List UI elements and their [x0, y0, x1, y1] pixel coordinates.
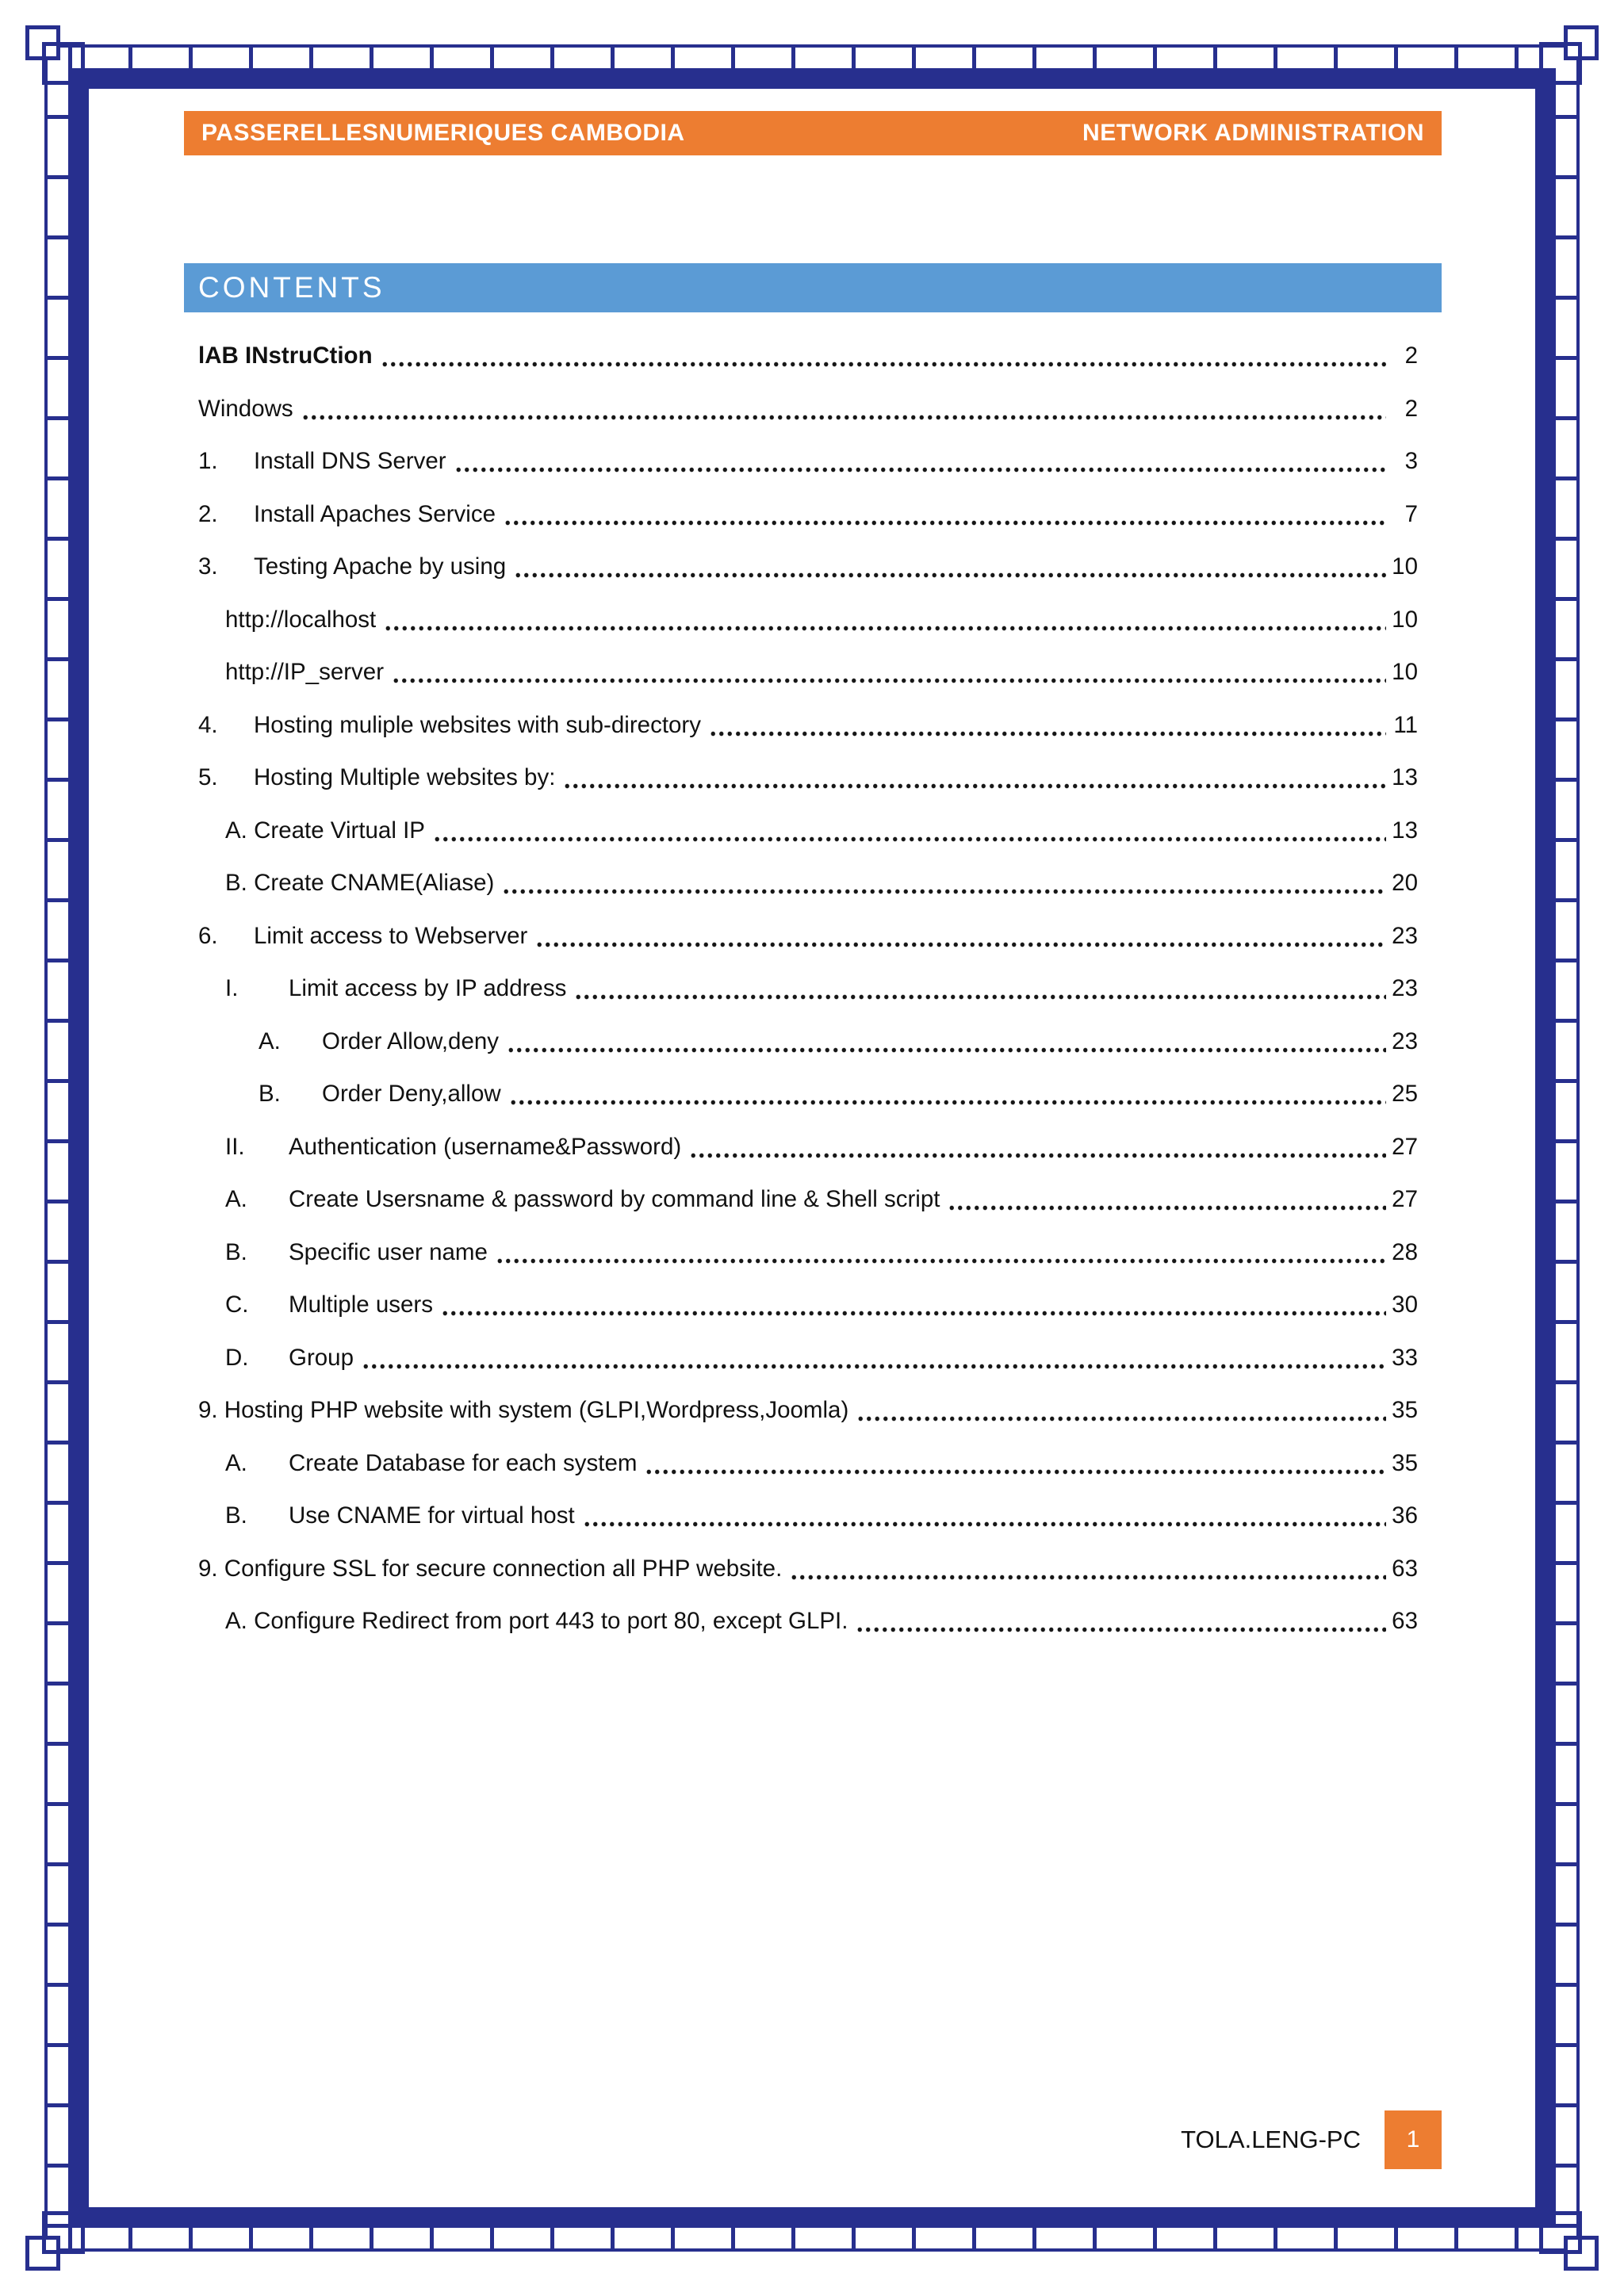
- toc-entry-page: 63: [1392, 1555, 1418, 1582]
- toc-entry-title: Install DNS Server: [254, 448, 446, 475]
- toc-entry-page: 2: [1404, 395, 1418, 422]
- toc-entry-number: II.: [225, 1133, 245, 1160]
- footer-page-number: 1: [1406, 2126, 1420, 2152]
- toc-entry-page: 13: [1392, 764, 1418, 791]
- toc-entry: [225, 1121, 1418, 1174]
- toc-entry-title: Windows: [198, 395, 293, 422]
- toc-entry-number: I.: [225, 975, 239, 1002]
- toc-entry-number: C.: [225, 1292, 249, 1318]
- toc-entry-page: 13: [1392, 817, 1418, 844]
- toc-entry: [225, 857, 1418, 910]
- toc-entry: [225, 1173, 1418, 1226]
- toc-entry-page: 3: [1404, 448, 1418, 475]
- toc-entry-page: 63: [1392, 1608, 1418, 1635]
- toc-entry-title: Limit access to Webserver: [254, 922, 528, 949]
- toc-entry: [198, 330, 1418, 383]
- toc-entry-page: 11: [1393, 711, 1418, 738]
- toc-entry-title: A. Create Virtual IP: [225, 817, 425, 844]
- toc-entry: [198, 752, 1418, 805]
- toc-entry-title: Group: [289, 1344, 354, 1371]
- toc-entry-page: 23: [1392, 922, 1418, 949]
- toc-entry-number: 2.: [198, 500, 218, 527]
- toc-entry-number: A.: [225, 1449, 247, 1476]
- toc-entry-title: Order Allow,deny: [322, 1027, 500, 1054]
- dot-leader: [507, 1016, 1386, 1069]
- toc-entry-title: Specific user name: [289, 1238, 488, 1265]
- toc-entry: [259, 1016, 1418, 1069]
- toc-entry-number: A.: [225, 1186, 247, 1213]
- dot-leader: [948, 1173, 1386, 1226]
- dot-leader: [381, 330, 1386, 383]
- page-border-ticks-left: [48, 68, 68, 2228]
- toc-entry-number: D.: [225, 1344, 249, 1371]
- toc-entry: [259, 1068, 1418, 1121]
- footer-computer-name: TOLA.LENG-PC: [1181, 2126, 1361, 2153]
- toc-entry: [225, 1437, 1418, 1490]
- border-corner-bottom-left: [25, 2236, 60, 2271]
- toc-entry-title: Use CNAME for virtual host: [289, 1502, 575, 1529]
- toc-entry-number: 3.: [198, 553, 218, 580]
- toc-entry-title: Hosting Multiple websites by:: [254, 764, 556, 791]
- dot-leader: [392, 646, 1386, 699]
- dot-leader: [433, 805, 1386, 858]
- toc-entry-number: B.: [225, 1502, 247, 1529]
- page-border-ticks-right: [1556, 68, 1576, 2228]
- dot-leader: [514, 541, 1386, 594]
- toc-entry-page: 27: [1392, 1133, 1418, 1160]
- toc-entry: [225, 1490, 1418, 1543]
- toc-entry: [198, 383, 1418, 436]
- dot-leader: [502, 857, 1386, 910]
- page-content: [184, 0, 1442, 2296]
- toc-entry-page: 30: [1392, 1292, 1418, 1318]
- toc-entry-page: 23: [1392, 1027, 1418, 1054]
- toc-entry-number: 1.: [198, 448, 218, 475]
- footer-page-number-box: [1385, 2110, 1442, 2169]
- toc-entry-page: 7: [1404, 500, 1418, 527]
- dot-leader: [645, 1437, 1386, 1490]
- toc-entry: [198, 910, 1418, 963]
- toc-entry: [225, 594, 1418, 647]
- toc-entry-page: 35: [1392, 1449, 1418, 1476]
- toc-entry-number: B.: [259, 1081, 281, 1108]
- page-header: [184, 111, 1442, 155]
- toc-entry-title: A. Configure Redirect from port 443 to port 80, except GLPI.: [225, 1608, 848, 1635]
- toc-entry-number: B.: [225, 1238, 247, 1265]
- dot-leader: [790, 1543, 1386, 1596]
- dot-leader: [563, 752, 1386, 805]
- toc-entry-page: 27: [1392, 1186, 1418, 1213]
- toc-entry-title: Multiple users: [289, 1292, 433, 1318]
- toc-entry-page: 35: [1392, 1397, 1418, 1424]
- dot-leader: [509, 1068, 1386, 1121]
- toc-entry-page: 25: [1392, 1081, 1418, 1108]
- border-corner-bottom-right: [1564, 2236, 1599, 2271]
- dot-leader: [384, 594, 1386, 647]
- header-course-title: NETWORK ADMINISTRATION: [1082, 120, 1424, 146]
- dot-leader: [504, 488, 1386, 541]
- contents-heading-label: CONTENTS: [198, 271, 385, 304]
- toc-entry: [225, 962, 1418, 1016]
- toc-entry: [198, 1543, 1418, 1596]
- toc-entry: [225, 1279, 1418, 1332]
- toc-entry: [198, 488, 1418, 541]
- toc-entry-title: Create Usersname & password by command line & Shell script: [289, 1186, 940, 1213]
- dot-leader: [583, 1490, 1386, 1543]
- toc-entry-title: Install Apaches Service: [254, 500, 496, 527]
- toc-entry-title: Hosting muliple websites with sub-directory: [254, 711, 702, 738]
- toc-entry-title: 9. Hosting PHP website with system (GLPI,Wordpress,Joomla): [198, 1397, 849, 1424]
- toc-entry-page: 2: [1404, 342, 1418, 369]
- dot-leader: [689, 1121, 1386, 1174]
- toc-entry-page: 23: [1392, 975, 1418, 1002]
- toc-entry: [198, 1384, 1418, 1437]
- toc-entry-title: B. Create CNAME(Aliase): [225, 870, 495, 897]
- toc-entry-page: 28: [1392, 1238, 1418, 1265]
- toc-entry-page: 10: [1392, 606, 1418, 633]
- toc-entry: [225, 805, 1418, 858]
- dot-leader: [856, 1384, 1386, 1437]
- toc-entry-number: 5.: [198, 764, 218, 791]
- toc-entry: [198, 541, 1418, 594]
- dot-leader: [535, 910, 1386, 963]
- border-corner-top-left: [25, 25, 60, 60]
- toc-entry-title: Order Deny,allow: [322, 1081, 501, 1108]
- toc-entry-title: Authentication (username&Password): [289, 1133, 682, 1160]
- toc-entry: [198, 699, 1418, 752]
- toc-entry-page: 10: [1392, 659, 1418, 686]
- toc-entry-title: lAB INstruCtion: [198, 342, 373, 369]
- toc-entry-page: 36: [1392, 1502, 1418, 1529]
- dot-leader: [574, 962, 1386, 1016]
- toc-entry-page: 20: [1392, 870, 1418, 897]
- toc-entry: [225, 1595, 1418, 1648]
- dot-leader: [362, 1332, 1386, 1385]
- toc-entry: [225, 1332, 1418, 1385]
- dot-leader: [301, 383, 1386, 436]
- toc-entry-title: http://IP_server: [225, 659, 385, 686]
- dot-leader: [709, 699, 1386, 752]
- toc-list: [198, 330, 1418, 1648]
- header-organization: PASSERELLESNUMERIQUES CAMBODIA: [201, 120, 685, 146]
- toc-entry-title: 9. Configure SSL for secure connection all PHP website.: [198, 1555, 783, 1582]
- page-footer: [1181, 2110, 1442, 2169]
- toc-entry-title: http://localhost: [225, 606, 377, 633]
- dot-leader: [856, 1595, 1386, 1648]
- border-corner-top-right: [1564, 25, 1599, 60]
- toc-entry-number: 4.: [198, 711, 218, 738]
- contents-heading: [184, 263, 1442, 312]
- dot-leader: [441, 1279, 1386, 1332]
- toc-entry: [225, 1226, 1418, 1280]
- toc-entry-title: Testing Apache by using: [254, 553, 507, 580]
- toc-entry-page: 10: [1392, 553, 1418, 580]
- toc-entry-page: 33: [1392, 1344, 1418, 1371]
- toc-entry: [198, 435, 1418, 488]
- dot-leader: [454, 435, 1386, 488]
- toc-entry: [225, 646, 1418, 699]
- toc-entry-number: A.: [259, 1027, 281, 1054]
- toc-entry-title: Create Database for each system: [289, 1449, 638, 1476]
- toc-entry-number: 6.: [198, 922, 218, 949]
- toc-entry-title: Limit access by IP address: [289, 975, 567, 1002]
- dot-leader: [496, 1226, 1386, 1280]
